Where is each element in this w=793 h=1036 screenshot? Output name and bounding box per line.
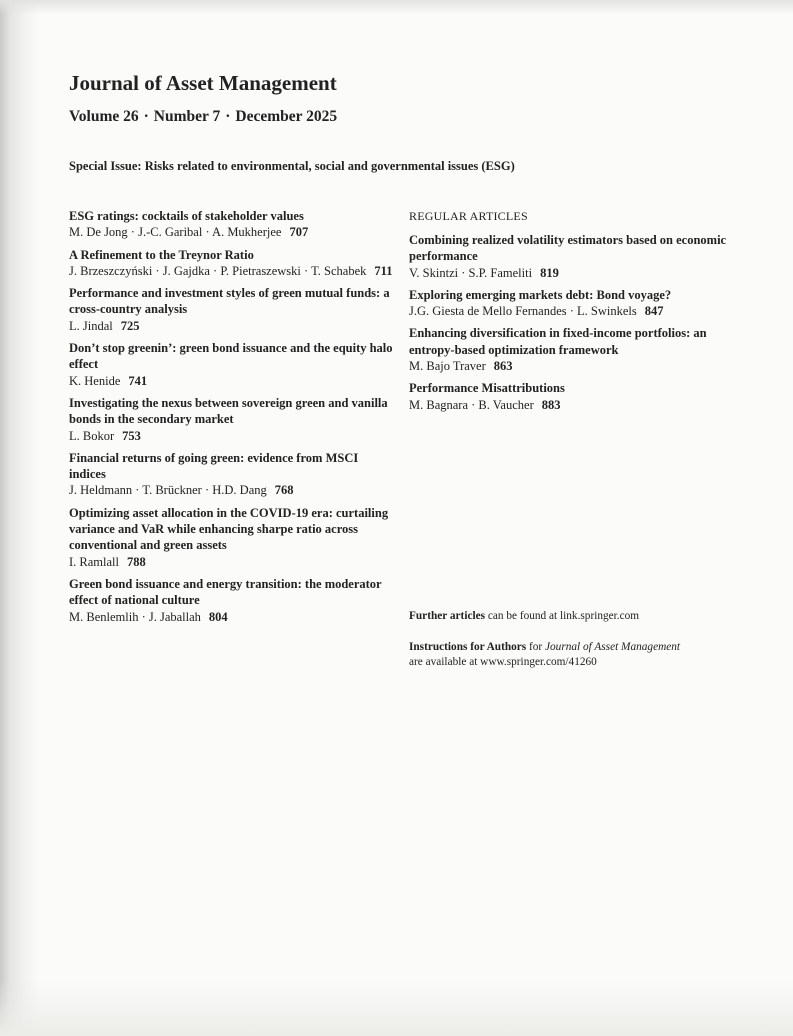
article-title[interactable]: Don’t stop greenin’: green bond issuance and the equity halo effect [69, 341, 393, 372]
article-entry[interactable] [69, 505, 394, 570]
article-page: 804 [208, 609, 228, 624]
article-page: 788 [127, 554, 146, 569]
article-meta [69, 263, 394, 279]
article-title[interactable]: Performance and investment styles of green mutual funds: a cross-country analysis [69, 286, 390, 317]
issue-line [69, 108, 337, 126]
article-title[interactable]: Performance Misattributions [409, 381, 565, 396]
page-binding-shadow [0, 0, 40, 1036]
article-entry[interactable] [69, 208, 394, 241]
number: Number 7 [153, 108, 221, 125]
article-authors: M. Bajo Traver [409, 359, 486, 374]
article-entry[interactable] [69, 285, 394, 334]
article-meta [69, 482, 394, 498]
instructions-line-1 [409, 640, 749, 655]
article-authors: M. De Jong · J.-C. Garibal · A. Mukherjee [69, 225, 282, 240]
top-edge-shade [0, 0, 793, 14]
article-meta [69, 224, 394, 240]
further-articles-link-text[interactable]: can be found at link.springer.com [487, 610, 640, 622]
article-entry[interactable] [69, 450, 394, 499]
article-page: 847 [644, 304, 664, 319]
article-page: 753 [122, 428, 141, 443]
article-meta [69, 609, 394, 625]
article-entry[interactable] [69, 395, 394, 444]
article-meta [409, 358, 729, 374]
article-entry[interactable] [69, 576, 394, 625]
article-authors: K. Henide [69, 373, 121, 388]
special-issue-article-list [69, 208, 394, 631]
article-title[interactable]: Green bond issuance and energy transition: the moderator effect of national culture [69, 576, 382, 608]
special-issue-title: Special Issue: Risks related to environmental, social and governmental issues (ESG) [69, 159, 515, 173]
article-title[interactable]: Optimizing asset allocation in the COVID-19 era: curtailing variance and VaR while enhancing sharpe ratio across conventional and green assets [69, 505, 389, 553]
article-meta [409, 303, 729, 319]
article-authors: J.G. Giesta de Mello Fernandes · L. Swinkels [409, 304, 637, 319]
further-articles-label: Further articles [409, 610, 486, 622]
regular-articles-list [409, 208, 729, 419]
instructions-for-word: for [529, 641, 543, 653]
article-authors: J. Brzeszczyński · J. Gajdka · P. Pietraszewski · T. Schabek [69, 263, 367, 278]
article-page: 741 [128, 373, 148, 388]
separator: · [225, 108, 231, 125]
article-authors: M. Bagnara · B. Vaucher [409, 397, 534, 412]
separator: · [143, 108, 149, 125]
article-entry[interactable] [69, 247, 394, 280]
article-entry[interactable] [69, 340, 394, 389]
article-entry[interactable] [409, 287, 729, 320]
article-meta [69, 318, 394, 334]
article-meta [69, 428, 394, 444]
article-title[interactable]: Combining realized volatility estimators based on economic performance [409, 233, 727, 264]
article-authors: V. Skintzi · S.P. Fameliti [409, 265, 533, 280]
article-title[interactable]: Enhancing diversification in fixed-income portfolios: an entropy-based optimization framework [409, 326, 707, 357]
article-title[interactable]: ESG ratings: cocktails of stakeholder values [69, 209, 304, 223]
instructions-for-authors-note [409, 640, 749, 670]
article-title[interactable]: Financial returns of going green: evidence from MSCI indices [69, 450, 359, 482]
instructions-label: Instructions for Authors [409, 641, 527, 653]
regular-articles-heading: REGULAR ARTICLES [409, 209, 528, 223]
article-page: 711 [374, 263, 393, 278]
further-articles-note [409, 609, 639, 624]
article-meta [409, 265, 729, 281]
article-meta [69, 554, 394, 570]
issue-date: December 2025 [235, 108, 338, 125]
article-page: 863 [493, 359, 513, 374]
article-entry[interactable] [409, 232, 729, 281]
article-authors: J. Heldmann · T. Brückner · H.D. Dang [69, 483, 267, 498]
instructions-url-line[interactable]: are available at www.springer.com/41260 [409, 656, 597, 668]
bottom-edge-shade [0, 980, 793, 1036]
article-page: 883 [541, 397, 561, 412]
article-page: 819 [540, 265, 559, 280]
journal-title: Journal of Asset Management [69, 71, 337, 95]
article-title[interactable]: Investigating the nexus between sovereign green and vanilla bonds in the secondary market [69, 395, 388, 427]
article-meta [69, 373, 394, 389]
article-title[interactable]: Exploring emerging markets debt: Bond voyage? [409, 287, 672, 302]
article-meta [409, 397, 729, 413]
article-authors: M. Benlemlih · J. Jaballah [69, 609, 201, 624]
instructions-journal-name: Journal of Asset Management [545, 641, 681, 653]
article-page: 707 [289, 225, 309, 240]
article-entry[interactable] [409, 325, 729, 374]
volume: Volume 26 [69, 108, 139, 125]
article-authors: L. Jindal [69, 318, 113, 333]
article-entry[interactable] [409, 380, 729, 413]
article-authors: I. Ramlall [69, 554, 119, 569]
article-page: 725 [120, 318, 140, 333]
article-authors: L. Bokor [69, 428, 115, 443]
article-title[interactable]: A Refinement to the Treynor Ratio [69, 247, 254, 262]
article-page: 768 [274, 483, 294, 498]
